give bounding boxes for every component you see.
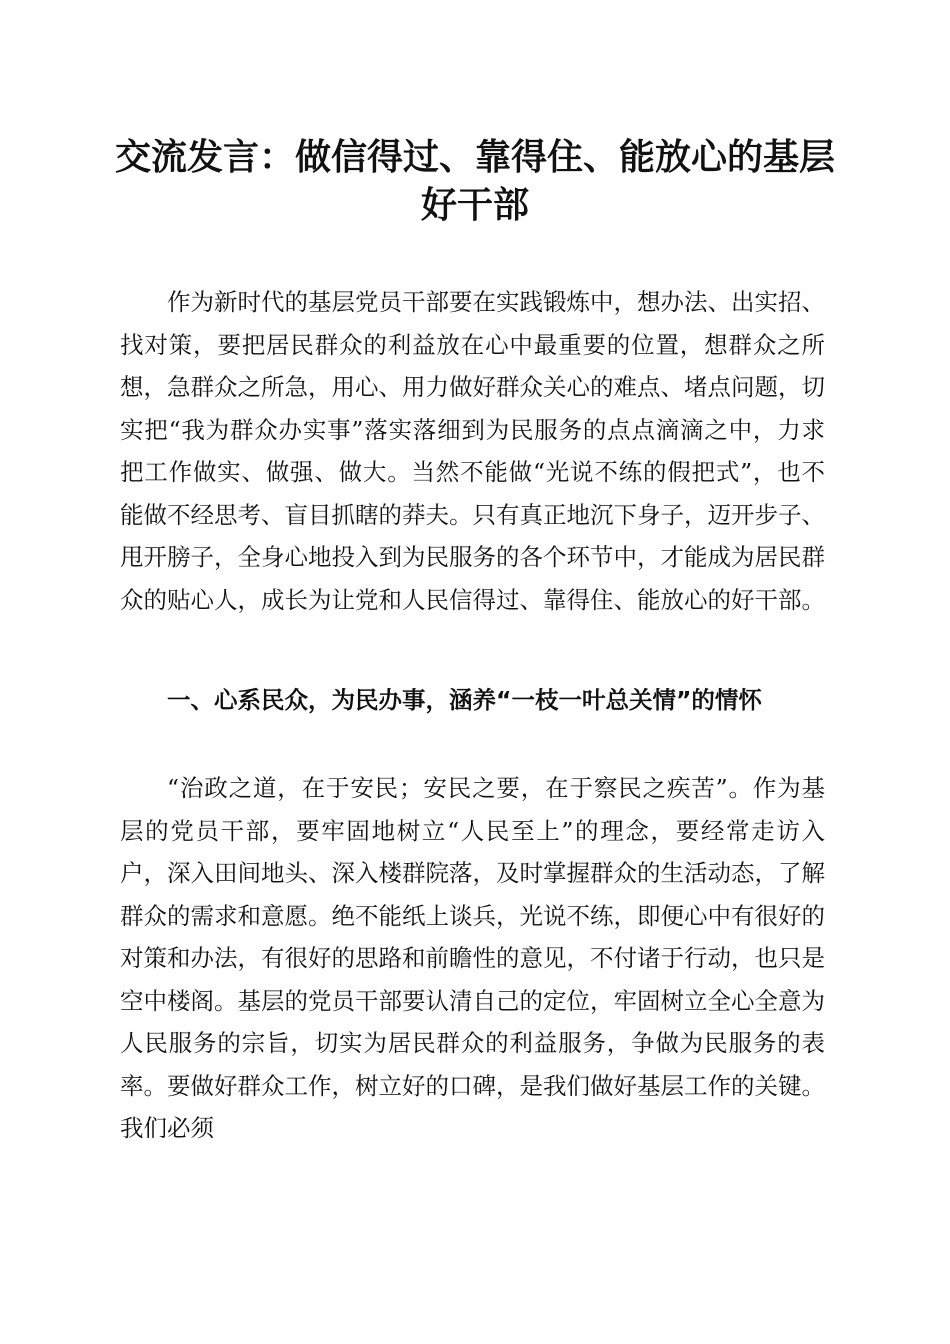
section-heading-1: 一、心系民众，为民办事，涵养“一枝一叶总关情”的情怀 — [167, 686, 762, 714]
document-title: 交流发言：做信得过、靠得住、能放心的基层好干部 — [114, 136, 835, 226]
section-1-paragraph: “治政之道，在于安民；安民之要，在于察民之疾苦”。作为基层的党员干部，要牢固地树立“人民至上”的理念，要经常走访入户，深入田间地头、深入楼群院落，及时掌握群众的生活动态，了解群众的需求和意愿。绝不能纸上谈兵，光说不练，即便心中有很好的对策和办法，有很好的思路和前瞻性的意见，不付诸于行动，也只是空中楼阁。基层的党员干部要认清自己的定位，牢固树立全心全意为人民服务的宗旨，切实为居民群众的利益服务，争做为民服务的表率。要做好群众工作，树立好的口碑，是我们做好基层工作的关键。我们必须 — [120, 774, 825, 1142]
intro-paragraph: 作为新时代的基层党员干部要在实践锻炼中，想办法、出实招、找对策，要把居民群众的利益放在心中最重要的位置，想群众之所想，急群众之所急，用心、用力做好群众关心的难点、堵点问题，切实把“我为群众办实事”落实落细到为民服务的点点滴滴之中，力求把工作做实、做强、做大。当然不能做“光说不练的假把式”，也不能做不经思考、盲目抓瞎的莽夫。只有真正地沉下身子，迈开步子、甩开膀子，全身心地投入到为民服务的各个环节中，才能成为居民群众的贴心人，成长为让党和人民信得过、靠得住、能放心的好干部。 — [120, 288, 825, 614]
